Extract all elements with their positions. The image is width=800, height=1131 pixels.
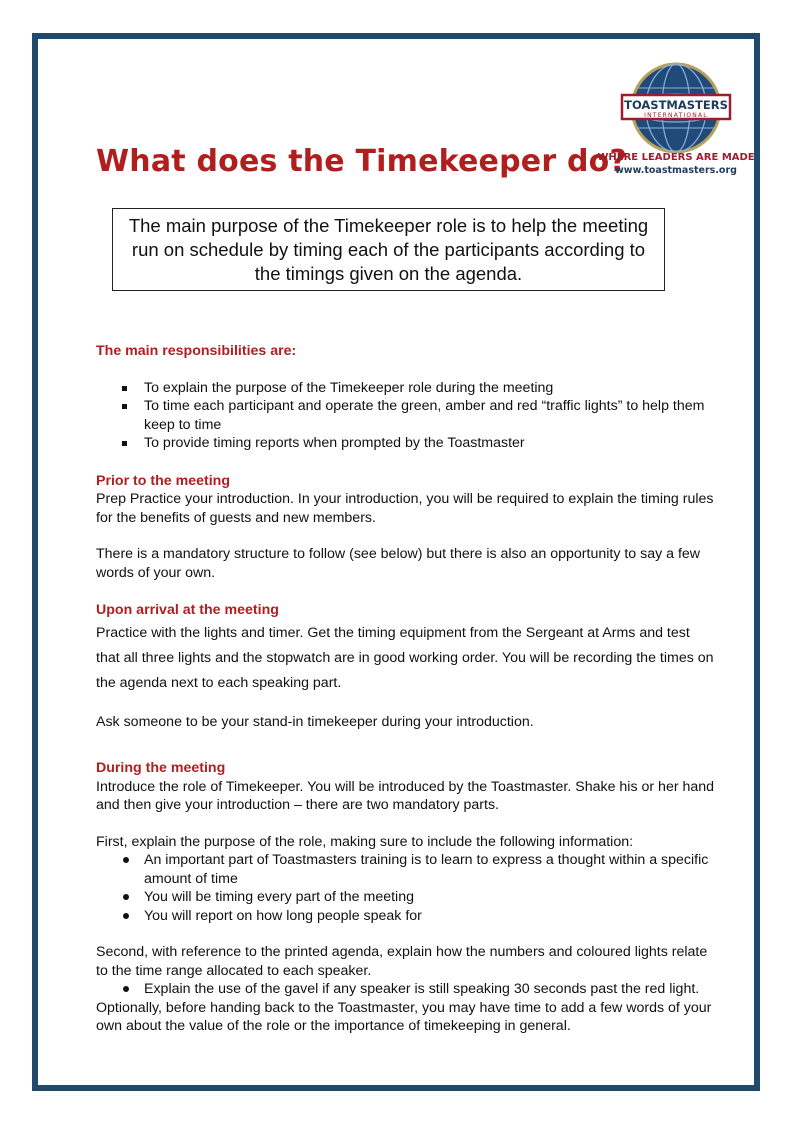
logo-tagline: WHERE LEADERS ARE MADE bbox=[597, 152, 755, 163]
main-content bbox=[96, 342, 716, 1036]
during-paragraph-1: Introduce the role of Timekeeper. You will be introduced by the Toastmaster. Shake his or her hand and then give your introduction – there are two mandatory parts. bbox=[96, 778, 715, 813]
page-title: What does the Timekeeper do? bbox=[96, 144, 628, 179]
responsibilities-heading: The main responsibilities are: bbox=[96, 343, 297, 359]
purpose-box bbox=[112, 208, 665, 291]
during-paragraph-2: First, explain the purpose of the role, making sure to include the following information: bbox=[96, 833, 634, 850]
arrival-heading: Upon arrival at the meeting bbox=[96, 602, 279, 618]
prior-paragraph-1: Prep Practice your introduction. In your introduction, you will be required to explain the timing rules for the benefits of guests and new members. bbox=[96, 491, 714, 526]
list-item: To provide timing reports when prompted by the Toastmaster bbox=[96, 434, 716, 453]
list-item: You will report on how long people speak for bbox=[96, 907, 716, 926]
during-paragraph-3: Second, with reference to the printed agenda, explain how the numbers and coloured lights relate to the time range allocated to each speaker. bbox=[96, 944, 708, 979]
globe-icon bbox=[596, 62, 756, 154]
intro-info-list bbox=[96, 851, 716, 925]
logo-sub: INTERNATIONAL bbox=[644, 112, 708, 119]
list-item: An important part of Toastmasters training is to learn to express a thought within a specific amount of time bbox=[96, 851, 716, 888]
purpose-text: The main purpose of the Timekeeper role is to help the meeting run on schedule by timing each of the participants according to the timings given on the agenda. bbox=[128, 214, 649, 284]
gavel-item: Explain the use of the gavel if any speaker is still speaking 30 seconds past the red light. bbox=[96, 980, 716, 999]
arrival-paragraph-2: Ask someone to be your stand-in timekeeper during your introduction. bbox=[96, 713, 534, 730]
list-item: You will be timing every part of the meeting bbox=[96, 888, 716, 907]
arrival-paragraph-1: Practice with the lights and timer. Get the timing equipment from the Sergeant at Arms and test that all three lights and the stopwatch are in good working order. You will be recording the times on the agenda next to each speaking part. bbox=[96, 624, 714, 691]
during-paragraph-4: Optionally, before handing back to the Toastmaster, you may have time to add a few words of your own about the value of the role or the importance of timekeeping in general. bbox=[96, 999, 712, 1034]
during-heading: During the meeting bbox=[96, 760, 226, 776]
list-item: To time each participant and operate the green, amber and red “traffic lights” to help them keep to time bbox=[96, 397, 716, 434]
responsibilities-list bbox=[96, 379, 716, 453]
logo-url[interactable]: www.toastmasters.org bbox=[615, 165, 737, 176]
prior-paragraph-2: There is a mandatory structure to follow (see below) but there is also an opportunity to say a few words of your own. bbox=[96, 546, 701, 581]
prior-heading: Prior to the meeting bbox=[96, 472, 231, 489]
list-item: To explain the purpose of the Timekeeper role during the meeting bbox=[96, 379, 716, 398]
logo-name: TOASTMASTERS bbox=[624, 98, 728, 112]
